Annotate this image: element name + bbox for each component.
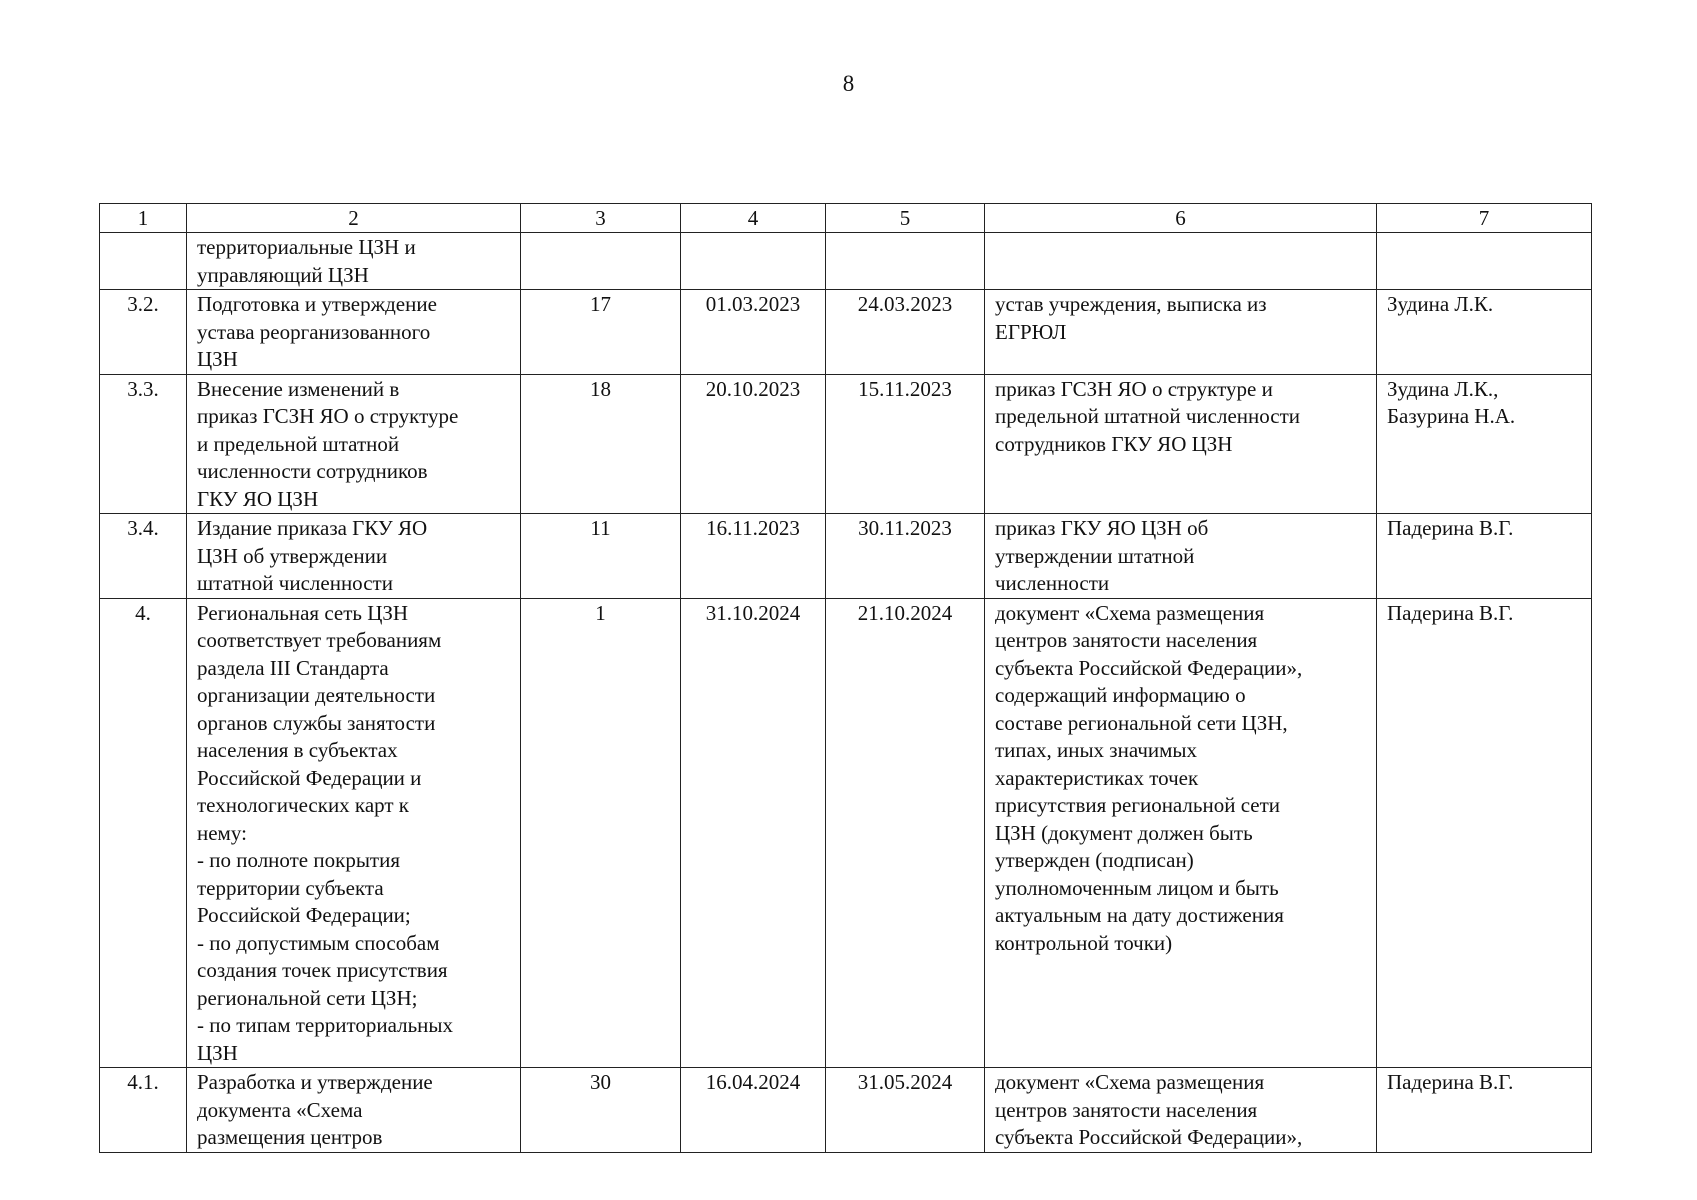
cell-end-date: 24.03.2023 — [826, 290, 985, 375]
cell-start-date: 16.11.2023 — [681, 514, 826, 599]
cell-task: Издание приказа ГКУ ЯО ЦЗН об утверждении штатной численности — [187, 514, 521, 599]
cell-start-date: 20.10.2023 — [681, 374, 826, 514]
cell-result: документ «Схема размещения центров занятости населения субъекта Российской Федерации», содержащий информацию о составе региональной сети ЦЗН, типах, иных значимых характеристиках точек присутствия региональной сети ЦЗН (документ должен быть утвержден (подписан) уполномоченным лицом и быть актуальным на дату достижения контрольной точки) — [985, 598, 1377, 1068]
header-col-7: 7 — [1377, 204, 1592, 233]
cell-num: 4. — [100, 598, 187, 1068]
table-row — [100, 290, 1592, 375]
cell-num: 3.3. — [100, 374, 187, 514]
cell-num — [100, 233, 187, 290]
header-row — [100, 204, 1592, 233]
page-number: 8 — [842, 71, 855, 96]
table-row — [100, 598, 1592, 1068]
header-col-4: 4 — [681, 204, 826, 233]
cell-col3: 18 — [521, 374, 681, 514]
cell-col3: 11 — [521, 514, 681, 599]
table-row — [100, 374, 1592, 514]
cell-responsible: Падерина В.Г. — [1377, 598, 1592, 1068]
cell-result: приказ ГСЗН ЯО о структуре и предельной штатной численности сотрудников ГКУ ЯО ЦЗН — [985, 374, 1377, 514]
cell-col3: 30 — [521, 1068, 681, 1153]
cell-task: Разработка и утверждение документа «Схема размещения центров — [187, 1068, 521, 1153]
cell-responsible: Падерина В.Г. — [1377, 514, 1592, 599]
cell-responsible: Зудина Л.К., Базурина Н.А. — [1377, 374, 1592, 514]
cell-num: 3.2. — [100, 290, 187, 375]
cell-num: 3.4. — [100, 514, 187, 599]
cell-end-date — [826, 233, 985, 290]
cell-result — [985, 233, 1377, 290]
cell-end-date: 30.11.2023 — [826, 514, 985, 599]
cell-task: Подготовка и утверждение устава реорганизованного ЦЗН — [187, 290, 521, 375]
cell-task: Внесение изменений в приказ ГСЗН ЯО о структуре и предельной штатной численности сотрудников ГКУ ЯО ЦЗН — [187, 374, 521, 514]
cell-responsible — [1377, 233, 1592, 290]
cell-start-date — [681, 233, 826, 290]
table-row — [100, 1068, 1592, 1153]
cell-result: приказ ГКУ ЯО ЦЗН об утверждении штатной численности — [985, 514, 1377, 599]
cell-task: Региональная сеть ЦЗН соответствует требованиям раздела III Стандарта организации деятельности органов службы занятости населения в субъектах Российской Федерации и технологических карт к нему: - по полноте покрытия территории субъекта Российской Федерации; - по допустимым способам создания точек присутствия региональной сети ЦЗН; - по типам территориальных ЦЗН — [187, 598, 521, 1068]
header-col-6: 6 — [985, 204, 1377, 233]
cell-col3 — [521, 233, 681, 290]
cell-col3: 1 — [521, 598, 681, 1068]
plan-table — [99, 203, 1592, 1153]
cell-end-date: 21.10.2024 — [826, 598, 985, 1068]
cell-responsible: Падерина В.Г. — [1377, 1068, 1592, 1153]
cell-result: устав учреждения, выписка из ЕГРЮЛ — [985, 290, 1377, 375]
cell-task: территориальные ЦЗН и управляющий ЦЗН — [187, 233, 521, 290]
header-col-3: 3 — [521, 204, 681, 233]
cell-end-date: 31.05.2024 — [826, 1068, 985, 1153]
cell-end-date: 15.11.2023 — [826, 374, 985, 514]
cell-result: документ «Схема размещения центров занятости населения субъекта Российской Федерации», — [985, 1068, 1377, 1153]
header-col-5: 5 — [826, 204, 985, 233]
cell-num: 4.1. — [100, 1068, 187, 1153]
cell-col3: 17 — [521, 290, 681, 375]
table-row — [100, 233, 1592, 290]
header-col-2: 2 — [187, 204, 521, 233]
cell-start-date: 31.10.2024 — [681, 598, 826, 1068]
table-row — [100, 514, 1592, 599]
cell-start-date: 01.03.2023 — [681, 290, 826, 375]
cell-start-date: 16.04.2024 — [681, 1068, 826, 1153]
header-col-1: 1 — [100, 204, 187, 233]
cell-responsible: Зудина Л.К. — [1377, 290, 1592, 375]
